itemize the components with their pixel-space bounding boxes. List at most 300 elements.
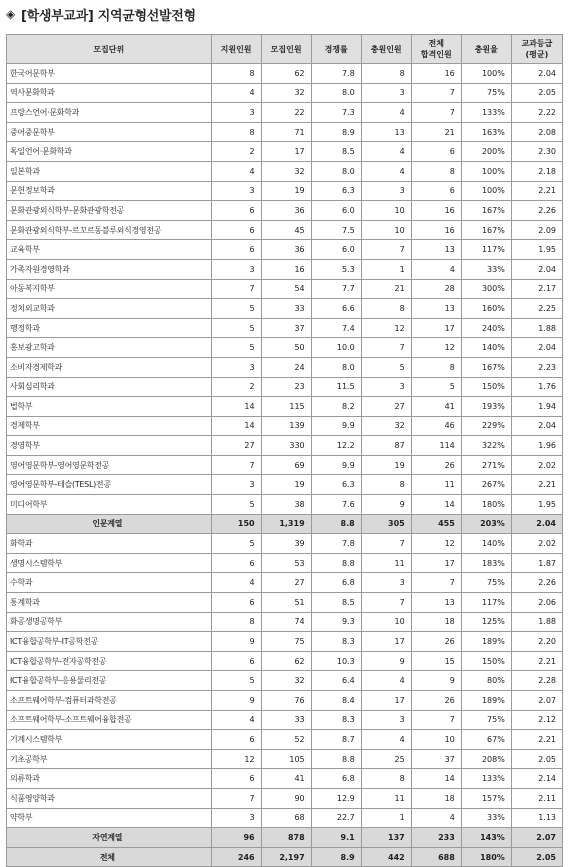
cell-additional: 3 [361, 377, 411, 397]
cell-total-accepted: 6 [411, 142, 461, 162]
cell-quota: 39 [261, 534, 311, 554]
cell-total-accepted: 18 [411, 612, 461, 632]
cell-total-accepted: 41 [411, 397, 461, 417]
table-row [7, 64, 563, 84]
cell-grade: 2.09 [511, 220, 562, 240]
cell-total-accepted: 13 [411, 240, 461, 260]
cell-competition: 10.0 [311, 338, 361, 358]
cell-fill-rate: 200% [461, 142, 511, 162]
cell-additional: 10 [361, 220, 411, 240]
cell-competition: 11.5 [311, 377, 361, 397]
cell-applicants: 3 [211, 103, 261, 123]
cell-fill-rate: 240% [461, 318, 511, 338]
cell-total-accepted: 8 [411, 161, 461, 181]
cell-grade: 2.02 [511, 455, 562, 475]
cell-fill-rate: 33% [461, 808, 511, 828]
cell-additional: 9 [361, 495, 411, 515]
cell-grade: 1.96 [511, 436, 562, 456]
cell-grade: 2.05 [511, 749, 562, 769]
cell-total-accepted: 233 [411, 828, 461, 848]
cell-additional: 11 [361, 788, 411, 808]
cell-additional: 1 [361, 808, 411, 828]
cell-applicants: 6 [211, 201, 261, 221]
cell-grade: 2.05 [511, 847, 562, 867]
cell-competition: 7.7 [311, 279, 361, 299]
cell-total-accepted: 6 [411, 181, 461, 201]
cell-grade: 2.04 [511, 64, 562, 84]
cell-additional: 3 [361, 573, 411, 593]
header-competition: 경쟁률 [311, 35, 361, 64]
cell-unit: ICT융합공학부-전자공학전공 [7, 651, 212, 671]
table-row [7, 710, 563, 730]
table-row [7, 299, 563, 319]
cell-applicants: 4 [211, 83, 261, 103]
cell-applicants: 5 [211, 338, 261, 358]
header-quota: 모집인원 [261, 35, 311, 64]
cell-competition: 8.5 [311, 142, 361, 162]
table-subtotal-row [7, 828, 563, 848]
cell-applicants: 5 [211, 671, 261, 691]
header-grade [511, 35, 562, 64]
cell-applicants: 3 [211, 808, 261, 828]
cell-grade: 2.02 [511, 534, 562, 554]
cell-competition: 9.9 [311, 455, 361, 475]
cell-competition: 9.9 [311, 416, 361, 436]
cell-grade: 2.23 [511, 357, 562, 377]
cell-fill-rate: 167% [461, 220, 511, 240]
cell-competition: 8.5 [311, 593, 361, 613]
cell-additional: 7 [361, 534, 411, 554]
table-row [7, 240, 563, 260]
cell-unit: 교육학부 [7, 240, 212, 260]
table-row [7, 573, 563, 593]
cell-competition: 6.4 [311, 671, 361, 691]
cell-applicants: 6 [211, 240, 261, 260]
cell-applicants: 4 [211, 710, 261, 730]
cell-quota: 17 [261, 142, 311, 162]
cell-unit: 소프트웨어학부-소프트웨어융합전공 [7, 710, 212, 730]
cell-quota: 62 [261, 64, 311, 84]
table-row [7, 749, 563, 769]
cell-total-accepted: 21 [411, 122, 461, 142]
cell-total-accepted: 7 [411, 573, 461, 593]
cell-unit: 사회심리학과 [7, 377, 212, 397]
table-row [7, 161, 563, 181]
cell-unit: 전체 [7, 847, 212, 867]
cell-quota: 23 [261, 377, 311, 397]
cell-quota: 74 [261, 612, 311, 632]
table-row [7, 83, 563, 103]
cell-fill-rate: 267% [461, 475, 511, 495]
table-row [7, 455, 563, 475]
cell-competition: 7.8 [311, 64, 361, 84]
cell-fill-rate: 100% [461, 181, 511, 201]
cell-grade: 2.26 [511, 201, 562, 221]
cell-total-accepted: 17 [411, 553, 461, 573]
cell-competition: 8.3 [311, 632, 361, 652]
cell-grade: 2.06 [511, 593, 562, 613]
header-total-accepted [411, 35, 461, 64]
cell-fill-rate: 150% [461, 651, 511, 671]
cell-total-accepted: 7 [411, 103, 461, 123]
cell-grade: 1.13 [511, 808, 562, 828]
table-row [7, 181, 563, 201]
cell-total-accepted: 13 [411, 593, 461, 613]
cell-competition: 6.8 [311, 573, 361, 593]
cell-quota: 38 [261, 495, 311, 515]
cell-quota: 33 [261, 710, 311, 730]
cell-total-accepted: 46 [411, 416, 461, 436]
cell-competition: 10.3 [311, 651, 361, 671]
cell-total-accepted: 10 [411, 730, 461, 750]
cell-applicants: 27 [211, 436, 261, 456]
cell-total-accepted: 16 [411, 220, 461, 240]
cell-unit: 법학부 [7, 397, 212, 417]
cell-grade: 2.18 [511, 161, 562, 181]
cell-quota: 2,197 [261, 847, 311, 867]
cell-fill-rate: 140% [461, 338, 511, 358]
cell-competition: 6.3 [311, 475, 361, 495]
cell-competition: 12.2 [311, 436, 361, 456]
cell-fill-rate: 160% [461, 299, 511, 319]
cell-applicants: 6 [211, 220, 261, 240]
cell-competition: 6.6 [311, 299, 361, 319]
cell-competition: 5.3 [311, 259, 361, 279]
cell-grade: 1.94 [511, 397, 562, 417]
cell-unit: ICT융합공학부-응용물리전공 [7, 671, 212, 691]
cell-total-accepted: 688 [411, 847, 461, 867]
cell-unit: 역사문화학과 [7, 83, 212, 103]
cell-applicants: 5 [211, 318, 261, 338]
cell-additional: 3 [361, 181, 411, 201]
cell-additional: 8 [361, 475, 411, 495]
diamond-bullet-icon: ◈ [6, 7, 15, 21]
cell-unit: 소비자경제학과 [7, 357, 212, 377]
cell-quota: 115 [261, 397, 311, 417]
table-subtotal-row [7, 514, 563, 534]
table-row [7, 593, 563, 613]
cell-total-accepted: 37 [411, 749, 461, 769]
cell-fill-rate: 125% [461, 612, 511, 632]
cell-grade: 2.11 [511, 788, 562, 808]
cell-applicants: 6 [211, 730, 261, 750]
cell-quota: 19 [261, 181, 311, 201]
cell-additional: 25 [361, 749, 411, 769]
cell-grade: 2.21 [511, 475, 562, 495]
table-row [7, 769, 563, 789]
cell-applicants: 7 [211, 279, 261, 299]
cell-unit: 생명시스템학부 [7, 553, 212, 573]
cell-applicants: 2 [211, 142, 261, 162]
cell-quota: 878 [261, 828, 311, 848]
cell-fill-rate: 300% [461, 279, 511, 299]
cell-grade: 2.12 [511, 710, 562, 730]
cell-additional: 442 [361, 847, 411, 867]
cell-additional: 19 [361, 455, 411, 475]
cell-total-accepted: 4 [411, 808, 461, 828]
cell-unit: 통계학과 [7, 593, 212, 613]
cell-unit: 화공생명공학부 [7, 612, 212, 632]
cell-unit: 영어영문학부-영어영문학전공 [7, 455, 212, 475]
cell-total-accepted: 14 [411, 769, 461, 789]
cell-grade: 2.21 [511, 730, 562, 750]
table-row [7, 103, 563, 123]
cell-unit: 행정학과 [7, 318, 212, 338]
cell-applicants: 150 [211, 514, 261, 534]
cell-quota: 41 [261, 769, 311, 789]
table-row [7, 142, 563, 162]
cell-quota: 53 [261, 553, 311, 573]
cell-additional: 4 [361, 161, 411, 181]
cell-competition: 6.3 [311, 181, 361, 201]
cell-competition: 8.8 [311, 749, 361, 769]
cell-quota: 1,319 [261, 514, 311, 534]
cell-applicants: 14 [211, 397, 261, 417]
cell-unit: 가족자원경영학과 [7, 259, 212, 279]
cell-grade: 2.14 [511, 769, 562, 789]
cell-grade: 2.21 [511, 181, 562, 201]
header-fill-rate: 충원율 [461, 35, 511, 64]
table-row [7, 397, 563, 417]
cell-additional: 7 [361, 338, 411, 358]
cell-total-accepted: 26 [411, 691, 461, 711]
cell-total-accepted: 26 [411, 632, 461, 652]
cell-grade: 2.04 [511, 259, 562, 279]
cell-grade: 1.88 [511, 318, 562, 338]
cell-competition: 8.4 [311, 691, 361, 711]
cell-additional: 12 [361, 318, 411, 338]
cell-applicants: 5 [211, 534, 261, 554]
cell-total-accepted: 8 [411, 357, 461, 377]
cell-additional: 10 [361, 612, 411, 632]
cell-quota: 52 [261, 730, 311, 750]
cell-additional: 32 [361, 416, 411, 436]
cell-grade: 2.08 [511, 122, 562, 142]
cell-unit: 인문계열 [7, 514, 212, 534]
cell-additional: 3 [361, 710, 411, 730]
cell-quota: 54 [261, 279, 311, 299]
cell-unit: 기계시스템학부 [7, 730, 212, 750]
cell-fill-rate: 271% [461, 455, 511, 475]
cell-competition: 9.3 [311, 612, 361, 632]
cell-fill-rate: 229% [461, 416, 511, 436]
cell-fill-rate: 167% [461, 357, 511, 377]
cell-fill-rate: 193% [461, 397, 511, 417]
cell-fill-rate: 183% [461, 553, 511, 573]
cell-additional: 17 [361, 632, 411, 652]
cell-fill-rate: 75% [461, 573, 511, 593]
cell-competition: 6.0 [311, 240, 361, 260]
cell-additional: 4 [361, 142, 411, 162]
cell-grade: 2.30 [511, 142, 562, 162]
cell-grade: 2.04 [511, 338, 562, 358]
cell-additional: 13 [361, 122, 411, 142]
cell-applicants: 6 [211, 651, 261, 671]
cell-quota: 36 [261, 240, 311, 260]
cell-unit: 정치외교학과 [7, 299, 212, 319]
cell-additional: 4 [361, 671, 411, 691]
cell-competition: 8.9 [311, 122, 361, 142]
cell-fill-rate: 100% [461, 64, 511, 84]
cell-unit: 의류학과 [7, 769, 212, 789]
cell-additional: 4 [361, 730, 411, 750]
cell-applicants: 14 [211, 416, 261, 436]
cell-quota: 19 [261, 475, 311, 495]
cell-quota: 27 [261, 573, 311, 593]
cell-additional: 11 [361, 553, 411, 573]
cell-grade: 2.22 [511, 103, 562, 123]
cell-additional: 5 [361, 357, 411, 377]
cell-quota: 76 [261, 691, 311, 711]
table-row [7, 808, 563, 828]
page-title [6, 4, 196, 24]
cell-quota: 16 [261, 259, 311, 279]
table-row [7, 122, 563, 142]
table-row [7, 651, 563, 671]
cell-quota: 71 [261, 122, 311, 142]
cell-applicants: 12 [211, 749, 261, 769]
cell-fill-rate: 180% [461, 495, 511, 515]
cell-applicants: 4 [211, 161, 261, 181]
cell-fill-rate: 133% [461, 103, 511, 123]
cell-applicants: 9 [211, 691, 261, 711]
cell-competition: 6.8 [311, 769, 361, 789]
cell-applicants: 2 [211, 377, 261, 397]
cell-total-accepted: 9 [411, 671, 461, 691]
cell-total-accepted: 12 [411, 338, 461, 358]
table-subtotal-row [7, 847, 563, 867]
cell-quota: 68 [261, 808, 311, 828]
table-header-row [7, 35, 563, 64]
cell-unit: 수학과 [7, 573, 212, 593]
cell-quota: 90 [261, 788, 311, 808]
cell-competition: 8.7 [311, 730, 361, 750]
cell-total-accepted: 28 [411, 279, 461, 299]
cell-fill-rate: 75% [461, 83, 511, 103]
cell-applicants: 7 [211, 455, 261, 475]
cell-applicants: 6 [211, 553, 261, 573]
table-row [7, 377, 563, 397]
cell-quota: 36 [261, 201, 311, 221]
cell-competition: 7.4 [311, 318, 361, 338]
cell-quota: 45 [261, 220, 311, 240]
cell-unit: 미디어학부 [7, 495, 212, 515]
cell-quota: 37 [261, 318, 311, 338]
table-row [7, 671, 563, 691]
cell-quota: 139 [261, 416, 311, 436]
cell-grade: 2.07 [511, 828, 562, 848]
table-row [7, 495, 563, 515]
cell-unit: 문화관광외식학부-르꼬르동블루외식경영전공 [7, 220, 212, 240]
cell-applicants: 246 [211, 847, 261, 867]
cell-quota: 62 [261, 651, 311, 671]
cell-quota: 330 [261, 436, 311, 456]
cell-competition: 9.1 [311, 828, 361, 848]
cell-unit: 자연계열 [7, 828, 212, 848]
cell-total-accepted: 18 [411, 788, 461, 808]
cell-applicants: 5 [211, 495, 261, 515]
table-row [7, 279, 563, 299]
header-grade-line2: (평균) [525, 50, 549, 59]
cell-unit: 문화관광외식학부-문화관광학전공 [7, 201, 212, 221]
cell-fill-rate: 80% [461, 671, 511, 691]
cell-additional: 17 [361, 691, 411, 711]
cell-total-accepted: 17 [411, 318, 461, 338]
cell-total-accepted: 26 [411, 455, 461, 475]
cell-unit: 기초공학부 [7, 749, 212, 769]
cell-grade: 1.95 [511, 240, 562, 260]
cell-fill-rate: 157% [461, 788, 511, 808]
cell-fill-rate: 150% [461, 377, 511, 397]
cell-total-accepted: 14 [411, 495, 461, 515]
cell-applicants: 7 [211, 788, 261, 808]
cell-total-accepted: 16 [411, 64, 461, 84]
cell-quota: 22 [261, 103, 311, 123]
cell-additional: 21 [361, 279, 411, 299]
cell-grade: 2.05 [511, 83, 562, 103]
cell-competition: 8.0 [311, 83, 361, 103]
cell-grade: 2.07 [511, 691, 562, 711]
cell-total-accepted: 455 [411, 514, 461, 534]
cell-total-accepted: 12 [411, 534, 461, 554]
cell-quota: 105 [261, 749, 311, 769]
cell-additional: 7 [361, 240, 411, 260]
cell-grade: 2.25 [511, 299, 562, 319]
cell-quota: 32 [261, 671, 311, 691]
cell-additional: 137 [361, 828, 411, 848]
cell-fill-rate: 133% [461, 769, 511, 789]
cell-unit: 문헌정보학과 [7, 181, 212, 201]
table-row [7, 201, 563, 221]
cell-unit: 경영학부 [7, 436, 212, 456]
cell-additional: 8 [361, 299, 411, 319]
cell-quota: 32 [261, 161, 311, 181]
table-row [7, 220, 563, 240]
cell-applicants: 4 [211, 573, 261, 593]
admission-results-table [6, 34, 563, 867]
cell-fill-rate: 208% [461, 749, 511, 769]
cell-unit: 중어중문학부 [7, 122, 212, 142]
table-row [7, 338, 563, 358]
cell-grade: 2.28 [511, 671, 562, 691]
table-row [7, 788, 563, 808]
cell-quota: 33 [261, 299, 311, 319]
cell-applicants: 6 [211, 769, 261, 789]
cell-fill-rate: 167% [461, 201, 511, 221]
cell-unit: 일본학과 [7, 161, 212, 181]
cell-grade: 2.17 [511, 279, 562, 299]
cell-competition: 7.5 [311, 220, 361, 240]
header-total-accepted-line1: 전체 [428, 39, 444, 48]
cell-additional: 3 [361, 83, 411, 103]
cell-total-accepted: 7 [411, 83, 461, 103]
cell-total-accepted: 16 [411, 201, 461, 221]
cell-additional: 10 [361, 201, 411, 221]
cell-additional: 87 [361, 436, 411, 456]
cell-additional: 305 [361, 514, 411, 534]
header-applicants: 지원인원 [211, 35, 261, 64]
table-row [7, 632, 563, 652]
table-row [7, 259, 563, 279]
cell-total-accepted: 114 [411, 436, 461, 456]
cell-grade: 1.87 [511, 553, 562, 573]
cell-fill-rate: 100% [461, 161, 511, 181]
cell-quota: 51 [261, 593, 311, 613]
cell-applicants: 3 [211, 259, 261, 279]
header-total-accepted-line2: 합격인원 [420, 50, 452, 59]
table-row [7, 475, 563, 495]
cell-grade: 2.04 [511, 514, 562, 534]
